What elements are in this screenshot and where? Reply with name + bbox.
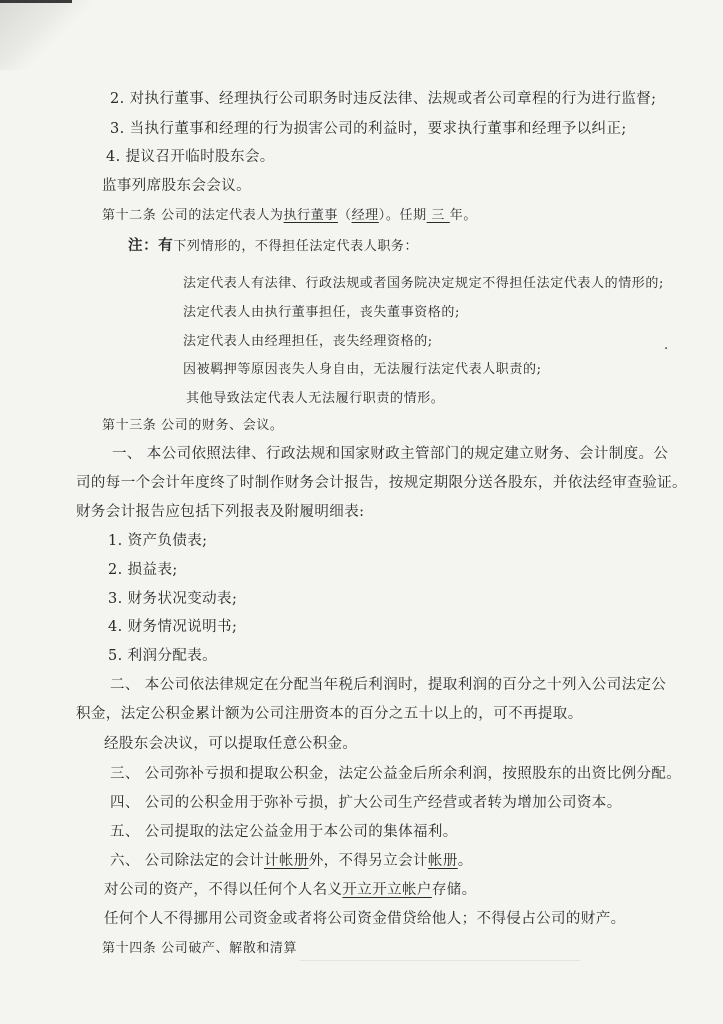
article-12-term: ）。任期 bbox=[378, 208, 427, 223]
finance-para-1b: 司的每一个会计年度终了时制作财务会计报告，按规定期限分送各股东，并依法经审查验证。 bbox=[76, 475, 687, 491]
report-item-3: 3. 财务状况变动表; bbox=[108, 591, 238, 607]
note-label: 注：有 bbox=[128, 237, 174, 254]
finance-para-5: 五、 公司提取的法定公益金用于本公司的集体福利。 bbox=[110, 824, 458, 840]
report-item-2: 2. 损益表; bbox=[108, 562, 178, 578]
report-item-5: 5. 利润分配表。 bbox=[108, 648, 218, 664]
para-7-c: 存储。 bbox=[431, 882, 477, 898]
finance-para-1a: 一、 本公司依照法律、行政法规和国家财政主管部门的规定建立财务、会计制度。公 bbox=[112, 446, 669, 462]
para-6-b: 计帐册 bbox=[264, 853, 309, 869]
para-7-b: 开立开立帐户 bbox=[342, 882, 432, 898]
article-12 bbox=[102, 207, 477, 225]
article-12-manager: 经理 bbox=[351, 208, 379, 223]
article-12-suffix: 年。 bbox=[449, 208, 477, 223]
stray-mark: . bbox=[664, 338, 669, 353]
para-6-d: 帐册 bbox=[427, 853, 458, 869]
report-item-4: 4. 财务情况说明书; bbox=[108, 619, 238, 635]
article-12-years: 三 bbox=[426, 208, 450, 223]
finance-para-3: 三、 公司弥补亏损和提取公积金，法定公益金后所余利润，按照股东的出资比例分配。 bbox=[110, 766, 682, 782]
finance-para-2a: 二、 本公司依法律规定在分配当年税后利润时，提取利润的百分之十列入公司法定公 bbox=[110, 677, 667, 693]
supervisor-duty-4: 4. 提议召开临时股东会。 bbox=[106, 149, 275, 165]
note-item-5: 其他导致法定代表人无法履行职责的情形。 bbox=[186, 391, 445, 406]
note-line bbox=[128, 237, 418, 256]
para-7-a: 对公司的资产，不得以任何个人名义 bbox=[104, 882, 343, 898]
report-item-1: 1. 资产负债表; bbox=[108, 533, 208, 549]
finance-para-2c: 经股东会决议，可以提取任意公积金。 bbox=[104, 736, 358, 752]
note-item-2: 法定代表人由执行董事担任，丧失董事资格的; bbox=[183, 305, 460, 320]
finance-para-4: 四、 公司的公积金用于弥补亏损，扩大公司生产经营或者转为增加公司资本。 bbox=[110, 795, 622, 811]
article-14: 第十四条 公司破产、解散和清算 bbox=[102, 941, 298, 956]
finance-para-1c: 财务会计报告应包括下列报表及附履明细表: bbox=[76, 504, 365, 520]
finance-para-2b: 积金，法定公积金累计额为公司注册资本的百分之五十以上的，可不再提取。 bbox=[76, 706, 583, 722]
article-12-prefix: 第十二条 公司的法定代表人为 bbox=[102, 208, 284, 223]
supervisor-attend: 监事列席股东会会议。 bbox=[102, 178, 251, 194]
finance-para-6 bbox=[110, 852, 473, 870]
faint-rule bbox=[300, 960, 580, 961]
scan-corner-edge bbox=[0, 0, 72, 3]
note-text: 下列情形的，不得担任法定代表人职务： bbox=[173, 239, 419, 254]
note-item-4: 因被羁押等原因丧失人身自由，无法履行法定代表人职责的; bbox=[183, 362, 542, 377]
note-item-1: 法定代表人有法律、行政法规或者国务院决定规定不得担任法定代表人的情形的; bbox=[183, 276, 664, 291]
article-12-rep: 执行董事 bbox=[283, 208, 338, 223]
supervisor-duty-3: 3. 当执行董事和经理的行为损害公司的利益时，要求执行董事和经理予以纠正; bbox=[110, 121, 627, 137]
para-6-e: 。 bbox=[457, 853, 473, 869]
supervisor-duty-2: 2. 对执行董事、经理执行公司职务时违反法律、法规或者公司章程的行为进行监督; bbox=[110, 91, 657, 107]
article-12-paren-open: （ bbox=[337, 208, 352, 223]
finance-para-8: 任何个人不得挪用公司资金或者将公司资金借贷给他人；不得侵占公司的财产。 bbox=[104, 911, 626, 927]
para-6-a: 六、 公司除法定的会计 bbox=[110, 853, 265, 869]
note-item-3: 法定代表人由经理担任，丧失经理资格的; bbox=[183, 334, 433, 349]
finance-para-7 bbox=[104, 881, 477, 899]
article-13: 第十三条 公司的财务、会议。 bbox=[102, 418, 284, 433]
para-6-c: 外，不得另立会计 bbox=[308, 853, 428, 869]
scan-corner-fold bbox=[0, 0, 90, 70]
